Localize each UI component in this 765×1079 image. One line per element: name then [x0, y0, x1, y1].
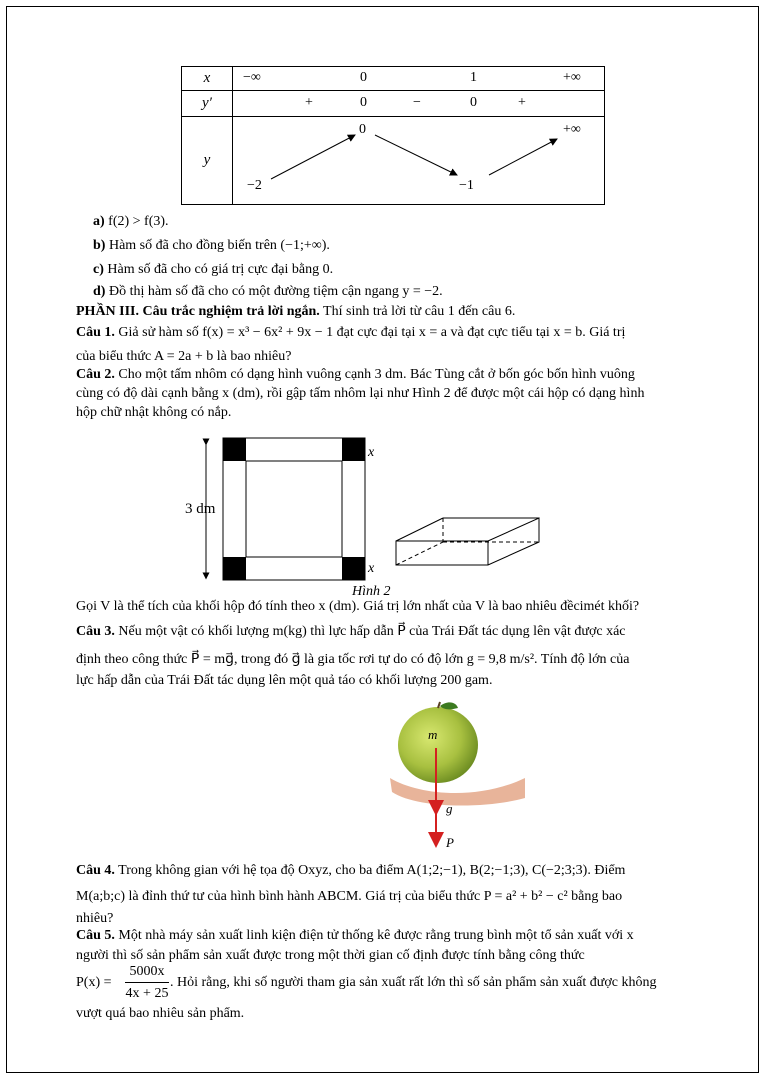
q5-line2: người thì số sản phẩm sản xuất được trong một thời gian cố định được tính bằng công thức — [76, 948, 585, 963]
q5-line4: vượt quá bao nhiêu sản phẩm. — [76, 1006, 245, 1021]
q3-line3: lực hấp dẫn của Trái Đất tác dụng lên một quả táo có khối lượng 200 gam. — [76, 673, 493, 688]
table-yp-label: y′ — [182, 91, 233, 117]
y-end: +∞ — [563, 122, 581, 137]
q4-line1: Câu 4. Trong không gian với hệ tọa độ Oxyz, cho ba điểm A(1;2;−1), B(2;−1;3), C(−2;3;3). Điểm — [76, 863, 626, 878]
q2-line2: cùng có độ dài cạnh bằng x (dm), rồi gập tấm nhôm lại như Hình 2 để được một cái hộp có dạng hình — [76, 386, 645, 401]
aluminum-sheet-figure — [180, 430, 570, 600]
table-x-label: x — [182, 67, 233, 91]
table-y-label: y — [182, 117, 233, 205]
q3-line1: Câu 3. Nếu một vật có khối lượng m(kg) thì lực hấp dẫn P⃗ của Trái Đất tác dụng lên vật được xác — [76, 624, 626, 639]
yp-sign-2: − — [413, 95, 421, 110]
x-val-neg-inf: −∞ — [243, 70, 261, 85]
yp-sign-1: + — [305, 95, 313, 110]
item-c: c) Hàm số đã cho có giá trị cực đại bằng 0. — [93, 262, 334, 277]
x-val-0: 0 — [360, 70, 367, 85]
q2-after: Gọi V là thể tích của khối hộp đó tính theo x (dm). Giá trị lớn nhất của V là bao nhiêu đềcimét khối? — [76, 599, 640, 614]
q1-line1: Câu 1. Giả sử hàm số f(x) = x³ − 6x² + 9x − 1 đạt cực đại tại x = a và đạt cực tiểu tại x = b. Giá trị — [76, 325, 626, 340]
apple-hand-figure — [360, 700, 530, 850]
x-val-1: 1 — [470, 70, 477, 85]
q5-formula-lhs: P(x) = — [76, 975, 112, 990]
fig-x-label-top: x — [368, 445, 375, 460]
item-a: a) f(2) > f(3). — [93, 214, 169, 229]
y-max: 0 — [359, 122, 366, 137]
q1-line2: của biểu thức A = 2a + b là bao nhiêu? — [76, 349, 292, 364]
q5-line1: Câu 5. Một nhà máy sản xuất linh kiện điện tử thống kê được rằng trung bình một tổ sản xuất với x — [76, 928, 634, 943]
q2-line1: Câu 2. Cho một tấm nhôm có dạng hình vuông cạnh 3 dm. Bác Tùng cắt ở bốn góc bốn hình vuông — [76, 367, 635, 382]
q5-formula-num: 5000x — [129, 964, 165, 979]
variation-arrows — [233, 117, 603, 205]
fig-side-label: 3 dm — [185, 501, 216, 517]
yp-zero-2: 0 — [470, 95, 477, 110]
item-b: b) Hàm số đã cho đồng biến trên (−1;+∞). — [93, 238, 330, 253]
q5-fraction-bar — [125, 982, 169, 983]
fig-m-label: m — [428, 727, 438, 742]
item-d: d) Đồ thị hàm số đã cho có một đường tiệm cận ngang y = −2. — [93, 284, 443, 299]
fig-caption: Hình 2 — [352, 584, 391, 599]
y-min: −1 — [459, 178, 474, 193]
yp-sign-3: + — [518, 95, 526, 110]
variation-table — [181, 66, 605, 205]
fig-x-label-bottom: x — [368, 561, 375, 576]
x-val-pos-inf: +∞ — [563, 70, 581, 85]
q3-line2: định theo công thức P⃗ = mg⃗, trong đó g⃗ là gia tốc rơi tự do có độ lớn g = 9,8 m/s². Tính độ lớn của — [76, 652, 630, 667]
yp-zero-1: 0 — [360, 95, 367, 110]
fig-g-label: g⃗ — [446, 801, 463, 816]
q2-line3: hộp chữ nhật không có nắp. — [76, 405, 232, 420]
section-heading: PHẦN III. Câu trắc nghiệm trả lời ngắn. Thí sinh trả lời từ câu 1 đến câu 6. — [76, 304, 516, 319]
q5-line3: . Hỏi rằng, khi số người tham gia sản xuất rất lớn thì số sản phẩm sản xuất được không — [170, 975, 657, 990]
fig-p-label: P⃗ — [446, 835, 465, 850]
q4-line2: M(a;b;c) là đỉnh thứ tư của hình bình hành ABCM. Giá trị của biểu thức P = a² + b² − c² bằng bao — [76, 889, 623, 904]
y-start: −2 — [247, 178, 262, 193]
apple-icon — [398, 707, 478, 783]
q4-line3: nhiêu? — [76, 911, 114, 926]
q5-formula-den: 4x + 25 — [125, 986, 169, 1001]
